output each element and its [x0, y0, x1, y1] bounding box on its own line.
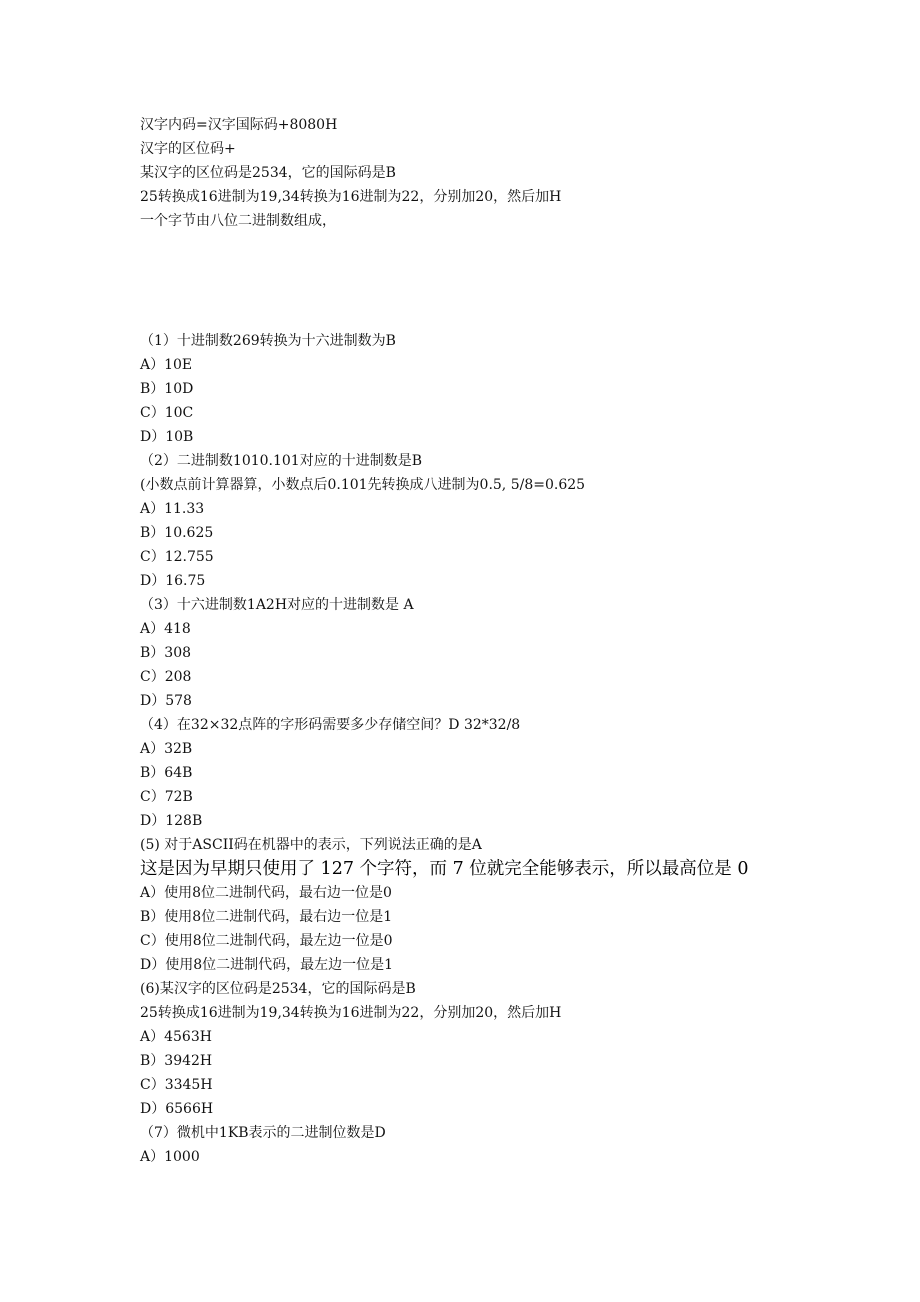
answer-option: C）3345H: [140, 1077, 213, 1093]
answer-option: C）10C: [140, 405, 194, 421]
intro-line: 某汉字的区位码是2534，它的国际码是B: [140, 165, 396, 181]
question-text: （2）二进制数1010.101对应的十进制数是B: [140, 453, 422, 469]
answer-option: B）10.625: [140, 525, 214, 541]
intro-line: 汉字内码=汉字国际码+8080H: [140, 117, 338, 133]
question-text: (小数点前计算器算，小数点后0.101先转换成八进制为0.5, 5/8=0.625: [140, 477, 586, 493]
question-text: （1）十进制数269转换为十六进制数为B: [140, 333, 396, 349]
answer-option: B）3942H: [140, 1053, 213, 1069]
intro-line: 一个字节由八位二进制数组成，: [140, 213, 336, 229]
question-text: （3）十六进制数1A2H对应的十进制数是 A: [140, 597, 414, 613]
answer-option: D）128B: [140, 813, 203, 829]
answer-option: B）64B: [140, 765, 193, 781]
answer-option: B）10D: [140, 381, 194, 397]
answer-option: D）578: [140, 693, 192, 709]
answer-option: C）208: [140, 669, 192, 685]
answer-option: B）308: [140, 645, 192, 661]
answer-option: D）16.75: [140, 573, 206, 589]
question-text: (6)某汉字的区位码是2534，它的国际码是B: [140, 981, 416, 997]
answer-option: D）10B: [140, 429, 194, 445]
question-list: [140, 329, 900, 1169]
answer-option: C）12.755: [140, 549, 214, 565]
question-text: （7）微机中1KB表示的二进制位数是D: [140, 1125, 386, 1141]
question-text: （4）在32×32点阵的字形码需要多少存储空间？D 32*32/8: [140, 717, 521, 733]
answer-option: A）使用8位二进制代码，最右边一位是0: [140, 885, 392, 901]
answer-option: D）6566H: [140, 1101, 214, 1117]
answer-option: C）使用8位二进制代码，最左边一位是0: [140, 933, 393, 949]
intro-line: 25转换成16进制为19,34转换为16进制为22，分别加20，然后加H: [140, 189, 562, 205]
question-text: (5) 对于ASCII码在机器中的表示，下列说法正确的是A: [140, 837, 482, 853]
question-text: 这是因为早期只使用了 127 个字符，而 7 位就完全能够表示，所以最高位是 0: [140, 859, 749, 879]
answer-option: C）72B: [140, 789, 193, 805]
intro-line: 汉字的区位码+: [140, 141, 236, 157]
answer-option: A）11.33: [140, 501, 205, 517]
answer-option: A）418: [140, 621, 191, 637]
answer-option: A）10E: [140, 357, 193, 373]
intro-notes: [140, 113, 900, 233]
answer-option: A）32B: [140, 741, 193, 757]
question-text: 25转换成16进制为19,34转换为16进制为22，分别加20，然后加H: [140, 1005, 562, 1021]
answer-option: D）使用8位二进制代码，最左边一位是1: [140, 957, 394, 973]
answer-option: A）1000: [140, 1149, 200, 1165]
answer-option: A）4563H: [140, 1029, 212, 1045]
answer-option: B）使用8位二进制代码，最右边一位是1: [140, 909, 393, 925]
